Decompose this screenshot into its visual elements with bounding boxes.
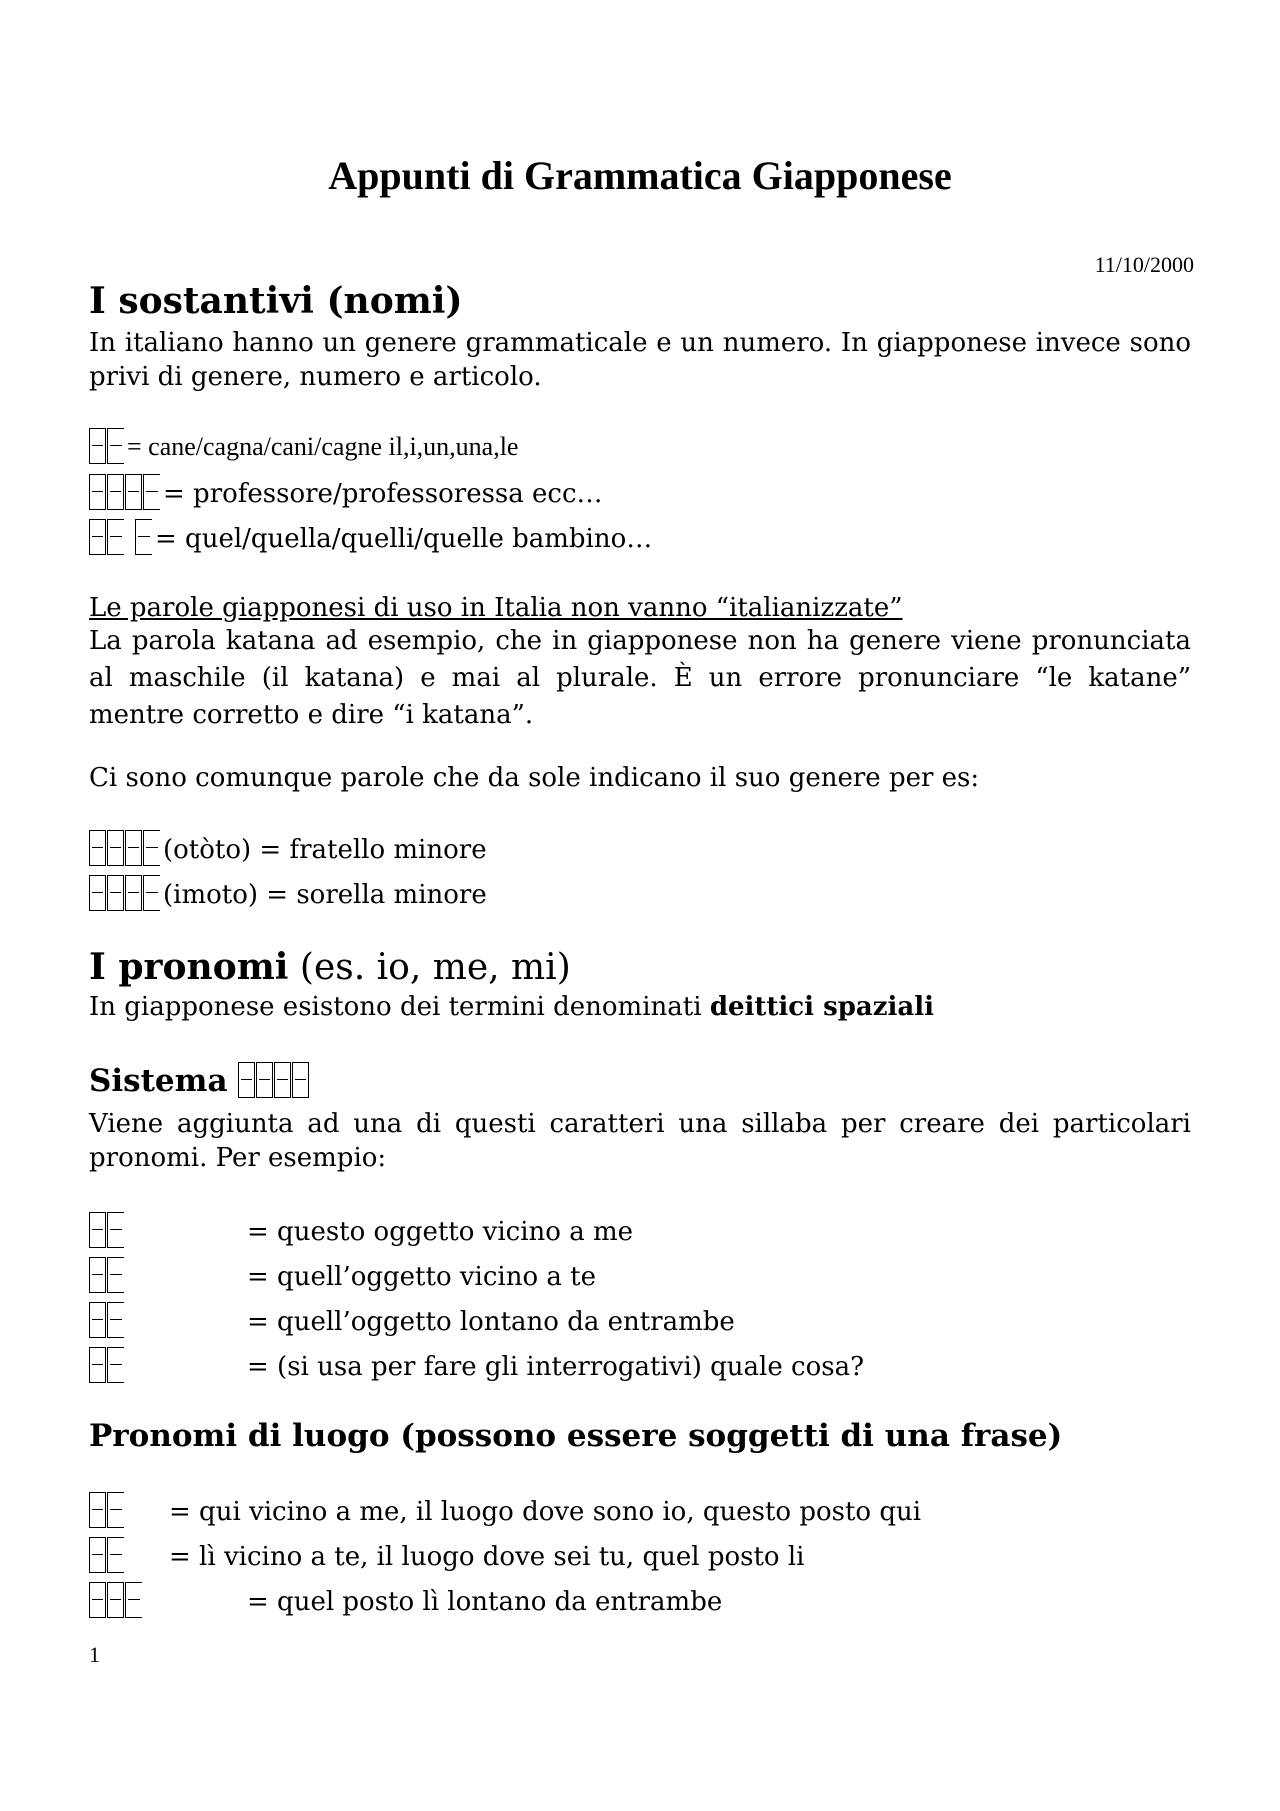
sistema-item-kore [89,1214,633,1252]
kana-glyph-icon [89,474,161,512]
heading-pronomi-rest: (es. io, me, mi) [288,947,571,988]
gender-intro: Ci sono comunque parole che da sole indicano il suo genere per es: [89,763,980,793]
kana-glyph-icon [89,1257,245,1295]
heading-pronomi-bold: I pronomi [89,946,289,988]
luogo-item-text: = lì vicino a te, il luogo dove sei tu, quel posto li [169,1542,805,1572]
note-heading: Le parole giapponesi di uso in Italia non vanno “italianizzate” [89,593,903,623]
pronomi-intro [89,990,934,1024]
sistema-item-text: = quell’oggetto lontano da entrambe [247,1307,735,1337]
kana-glyph-icon [89,875,161,913]
page-number: 1 [89,1642,100,1667]
kana-glyph-icon [89,1492,167,1530]
sistema-item-text: = (si usa per fare gli interrogativi) quale cosa? [247,1352,865,1382]
luogo-item-koko [89,1494,921,1532]
heading-pronomi [89,946,571,989]
example-text: = professore/professoressa ecc… [163,479,603,509]
example-line-inu [89,430,518,468]
kana-glyph-icon [89,1212,245,1250]
document-date: 11/10/2000 [1094,252,1194,277]
luogo-item-soko [89,1539,804,1577]
kana-glyph-icon [89,830,161,868]
example-line-sensei [89,476,603,514]
kana-glyph-icon [89,1582,245,1620]
sistema-item-sore [89,1259,596,1297]
paragraph-note-body: La parola katana ad esempio, che in giapponese non ha genere viene pronunciata al maschile (il katana) e mai al plurale. È un errore pronunciare “le katane” mentre corretto e dire “i katana”. [89,626,1191,730]
kana-glyph-icon [89,519,153,557]
heading-sistema-label: Sistema [89,1063,228,1099]
example-line-kodomo [89,521,652,559]
gender-example-imoto [89,877,487,915]
sistema-item-text: = questo oggetto vicino a me [247,1217,634,1247]
paragraph-sostantivi-intro: In italiano hanno un genere grammaticale e un numero. In giapponese invece sono privi di genere, numero e articolo. [89,328,1191,392]
example-text: = quel/quella/quelli/quelle bambino… [155,524,653,554]
example-text: = cane/cagna/cani/cagne il,i,un,una,le [127,432,519,461]
example-text: (otòto) = fratello minore [163,835,487,865]
gender-example-ototo [89,832,487,870]
kana-glyph-icon [89,1537,167,1575]
heading-sostantivi: I sostantivi (nomi) [89,280,463,322]
heading-sistema [89,1062,312,1102]
sistema-item-dore [89,1349,864,1387]
kana-glyph-icon [89,1347,245,1385]
kana-glyph-icon [238,1062,310,1100]
luogo-item-asoko [89,1584,722,1622]
sistema-item-are [89,1304,735,1342]
example-text: (imoto) = sorella minore [163,880,487,910]
pronomi-intro-bold: deittici spaziali [709,992,934,1022]
kana-glyph-icon [89,1302,245,1340]
heading-luogo: Pronomi di luogo (possono essere soggetti di una frase) [89,1418,1063,1454]
paragraph-sistema-body: Viene aggiunta ad una di questi caratteri una sillaba per creare dei particolari pronomi. Per esempio: [89,1109,1191,1173]
kana-glyph-icon [89,428,125,466]
pronomi-intro-plain: In giapponese esistono dei termini denominati [89,992,710,1022]
luogo-item-text: = quel posto lì lontano da entrambe [247,1587,723,1617]
sistema-item-text: = quell’oggetto vicino a te [247,1262,597,1292]
luogo-item-text: = qui vicino a me, il luogo dove sono io, questo posto qui [169,1497,922,1527]
document-title: Appunti di Grammatica Giapponese [328,153,952,198]
